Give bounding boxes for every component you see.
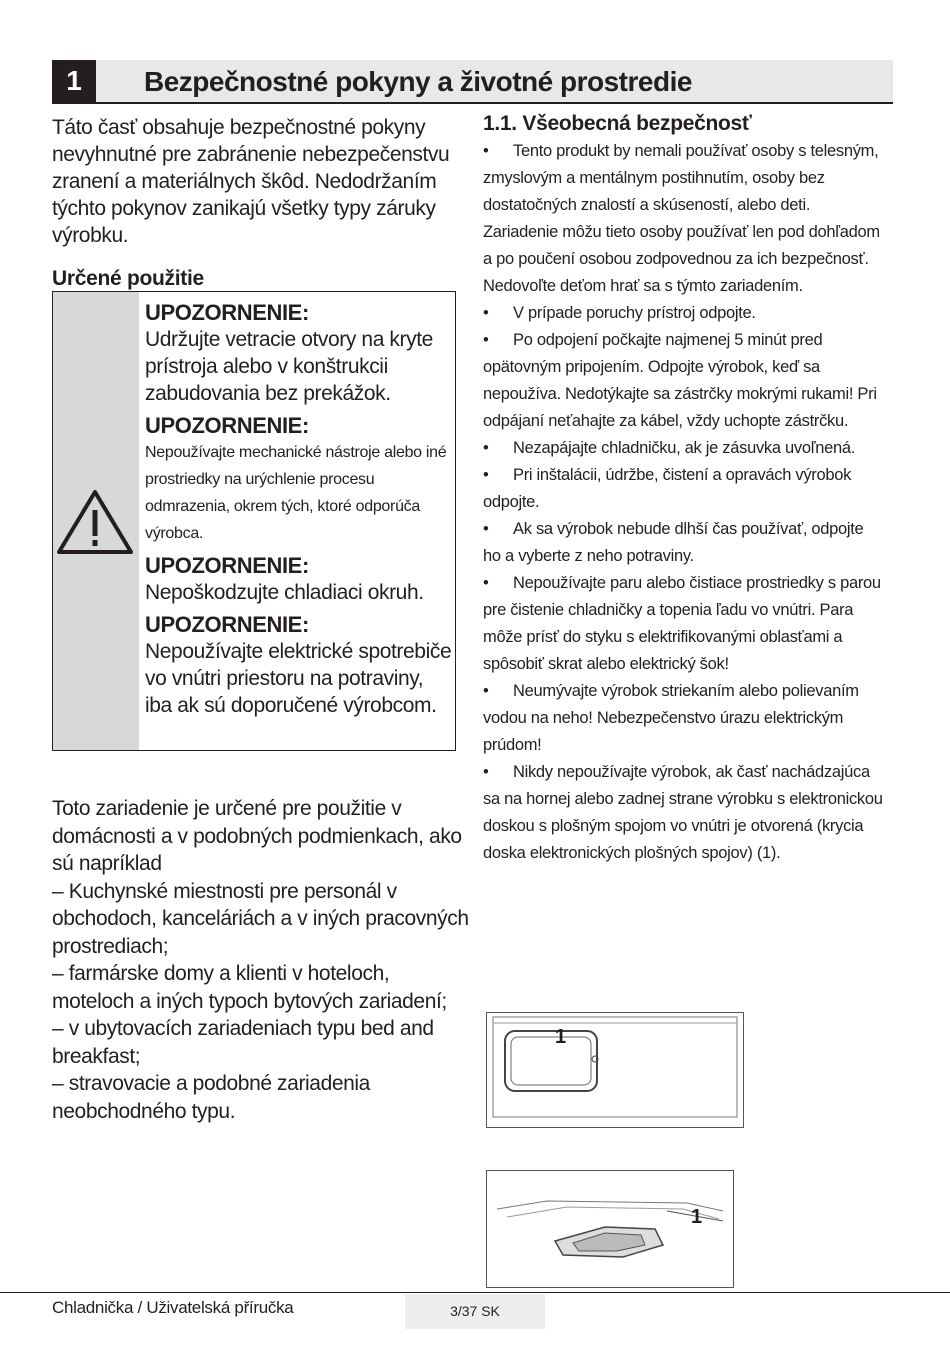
safety-item bbox=[483, 759, 883, 867]
safety-item-text: Nepoužívajte paru alebo čistiace prostriedky s parou pre čistenie chladničky a topenia ľadu vo vnútri. Para môže prísť do styku s elektrifikovanými oblasťami a spôsobiť skrat alebo elektrický šok! bbox=[483, 574, 881, 673]
intended-use-heading: Určené použitie bbox=[52, 267, 204, 290]
bullet: • bbox=[483, 304, 489, 322]
usage-section bbox=[52, 795, 472, 1125]
figure-label: 1 bbox=[555, 1026, 567, 1048]
safety-item-text: Nikdy nepoužívajte výrobok, ak časť nachádzajúca sa na hornej alebo zadnej strane výrobku s elektronickou doskou s plošným spojom vo vnútri je otvorená (krycia doska elektronických plošných spojov) (1). bbox=[483, 763, 883, 862]
warning-text: Nepoužívajte elektrické spotrebiče vo vnútri priestoru na potraviny, iba ak sú doporučené výrobcom. bbox=[145, 640, 452, 717]
safety-item-text: Po odpojení počkajte najmenej 5 minút pred opätovným pripojením. Odpojte výrobok, keď sa nepoužíva. Nedotýkajte sa zástrčky mokrými rukami! Pri odpájaní neťahajte za kábel, vždy uchopte zástrčku. bbox=[483, 331, 877, 430]
warning-content bbox=[145, 294, 455, 719]
safety-item-text: Ak sa výrobok nebude dlhší čas používať, odpojte ho a vyberte z neho potraviny. bbox=[483, 520, 864, 565]
usage-intro: Toto zariadenie je určené pre použitie v domácnosti a v podobných podmienkach, ako sú napríklad bbox=[52, 797, 462, 875]
bullet: • bbox=[483, 763, 489, 781]
bullet: • bbox=[483, 574, 489, 592]
bullet: • bbox=[483, 331, 489, 349]
safety-item bbox=[483, 516, 883, 570]
safety-item bbox=[483, 300, 883, 327]
safety-item-text: Tento produkt by nemali používať osoby s telesným, zmyslovým a mentálnym postihnutím, osoby bez dostatočných znalostí a skúseností, alebo deti. Zariadenie môžu tieto osoby používať len pod dohľadom a po poučení osobou zodpovednou za ich bezpečnosť. Nedovoľte deťom hrať sa s týmto zariadením. bbox=[483, 142, 880, 295]
warning-box bbox=[52, 291, 456, 751]
figure-pcb-cover-top bbox=[486, 1170, 734, 1288]
warning-triangle-icon bbox=[56, 488, 134, 556]
warning-text: Nepoškodzujte chladiaci okruh. bbox=[145, 581, 424, 604]
bullet: • bbox=[483, 466, 489, 484]
footer-page-number: 3/37 SK bbox=[405, 1294, 545, 1329]
warning-text: Udržujte vetracie otvory na kryte prístroja alebo v konštrukcii zabudovania bez prekážok. bbox=[145, 328, 433, 405]
safety-item bbox=[483, 138, 883, 300]
usage-item: – stravovacie a podobné zariadenia neobchodného typu. bbox=[52, 1072, 370, 1123]
safety-item bbox=[483, 678, 883, 759]
figure-drawing bbox=[487, 1013, 743, 1127]
warning-title: UPOZORNENIE: bbox=[145, 300, 309, 325]
safety-item-text: Nezapájajte chladničku, ak je zásuvka uvoľnená. bbox=[513, 439, 856, 457]
footer-document-title: Chladnička / Uživatelská příručka bbox=[52, 1298, 294, 1317]
warning-sidebar bbox=[53, 292, 139, 750]
general-safety-heading: 1.1. Všeobecná bezpečnosť bbox=[483, 112, 752, 135]
safety-item-text: Pri inštalácii, údržbe, čistení a opravách výrobok odpojte. bbox=[483, 466, 852, 511]
warning-title: UPOZORNENIE: bbox=[145, 612, 309, 637]
safety-item-text: V prípade poruchy prístroj odpojte. bbox=[513, 304, 756, 322]
safety-item bbox=[483, 435, 883, 462]
safety-item bbox=[483, 327, 883, 435]
warning-text: Nepoužívajte mechanické nástroje alebo iné prostriedky na urýchlenie procesu odmrazenia, okrem tých, ktoré odporúča výrobca. bbox=[145, 444, 447, 542]
bullet: • bbox=[483, 520, 489, 538]
figure-label: 1 bbox=[691, 1206, 703, 1228]
usage-item: – farmárske domy a klienti v hoteloch, moteloch a iných typoch bytových zariadení; bbox=[52, 962, 447, 1013]
intro-paragraph: Táto časť obsahuje bezpečnostné pokyny nevyhnutné pre zabránenie nebezpečenstvu zranení a materiálnych škôd. Nedodržaním týchto pokynov zanikajú všetky typy záruky výrobku. bbox=[52, 116, 450, 247]
safety-item bbox=[483, 570, 883, 678]
right-column bbox=[483, 112, 883, 867]
left-column bbox=[52, 114, 472, 291]
usage-item: – v ubytovacích zariadeniach typu bed and breakfast; bbox=[52, 1017, 434, 1068]
section-number: 1 bbox=[52, 60, 96, 102]
figure-pcb-cover-rear bbox=[486, 1012, 744, 1128]
safety-item-text: Neumývajte výrobok striekaním alebo polievaním vodou na neho! Nebezpečenstvo úrazu elektrickým prúdom! bbox=[483, 682, 859, 754]
safety-item bbox=[483, 462, 883, 516]
footer-divider bbox=[0, 1292, 950, 1293]
section-title: Bezpečnostné pokyny a životné prostredie bbox=[144, 66, 692, 97]
figure-drawing bbox=[487, 1171, 733, 1287]
usage-item: – Kuchynské miestnosti pre personál v obchodoch, kanceláriách a v iných pracovných prostrediach; bbox=[52, 879, 469, 958]
warning-title: UPOZORNENIE: bbox=[145, 553, 309, 578]
bullet: • bbox=[483, 142, 489, 160]
bullet: • bbox=[483, 439, 489, 457]
section-header bbox=[52, 60, 893, 104]
warning-title: UPOZORNENIE: bbox=[145, 413, 309, 438]
bullet: • bbox=[483, 682, 489, 700]
